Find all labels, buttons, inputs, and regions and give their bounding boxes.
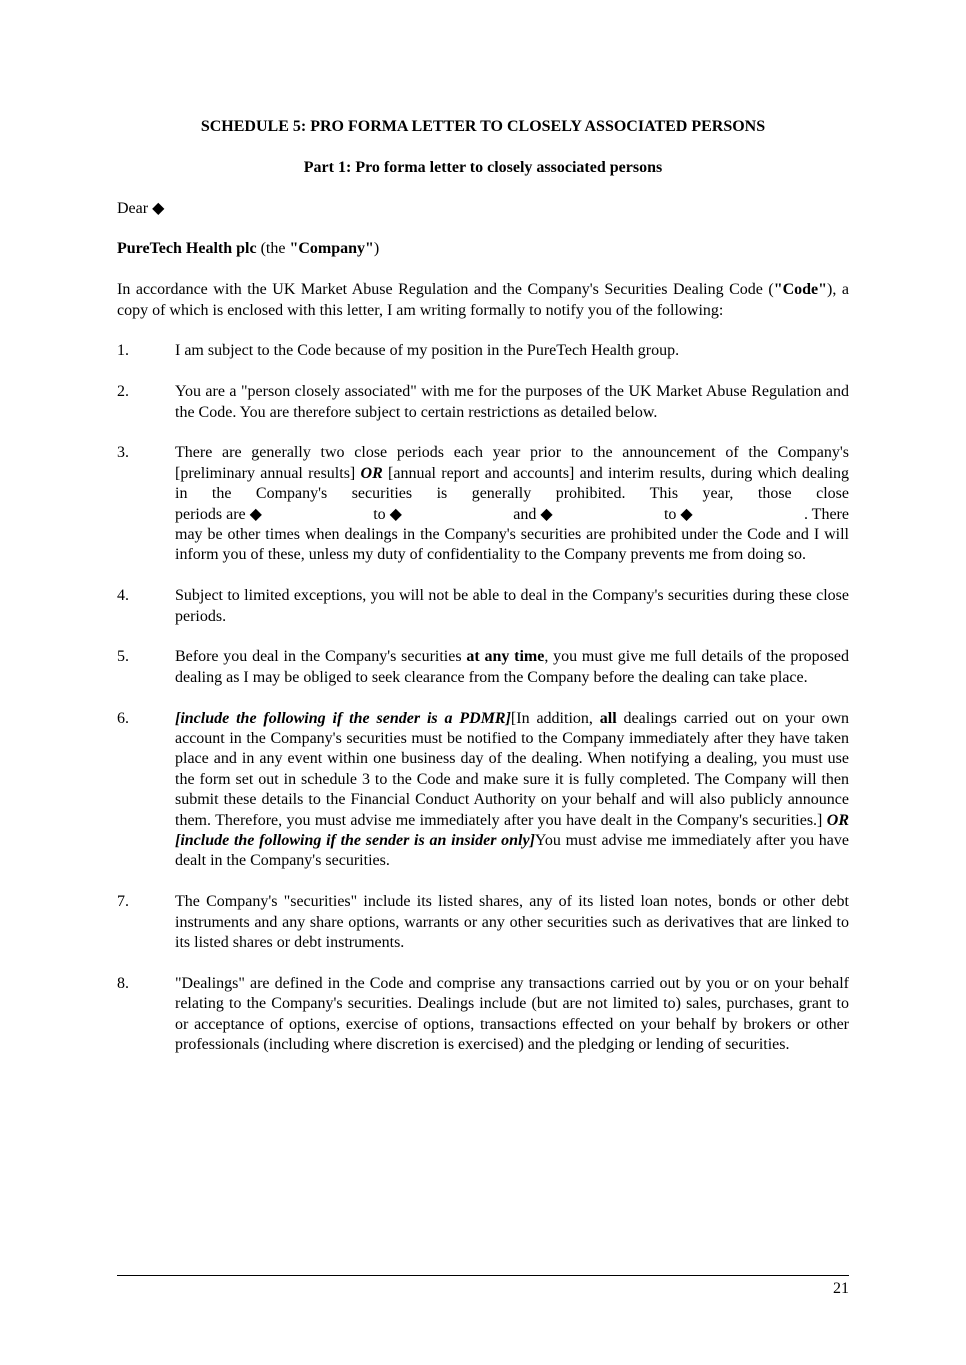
item-text-part: dealings carried out on your own account in the Company's securities must be notified to the Company immediately after they have taken place and in any event within one business day of the dealing. When notifying a dealing, you must use the form set out in schedule 3 to the Code and make sure it is fully completed. The Company will then submit these details to the Financial Conduct Authority on your behalf and will also publicly announce them. Therefore, you must advise me immediately after you have dealt in the Company's securities.] bbox=[175, 709, 849, 829]
item-number: 3. bbox=[117, 444, 129, 462]
item-text: Subject to limited exceptions, you will not be able to deal in the Company's securities during these close periods. bbox=[175, 587, 849, 625]
period-text: . There bbox=[803, 505, 849, 523]
item-text bbox=[175, 443, 849, 565]
at-any-time-emphasis: at any time bbox=[466, 648, 545, 666]
item-text: "Dealings" are defined in the Code and comprise any transactions carried out by you or on your behalf relating to the Company's securities. Dealings include (but are not limited to) sales, purchases, grant to or acceptance of options, exercise of options, transactions effected on your behalf by brokers or other professionals (including where discretion is exercised) and the pledging or lending of securities. bbox=[175, 974, 849, 1054]
item-number: 5. bbox=[117, 648, 129, 666]
item-text-part: [In addition, bbox=[510, 709, 600, 727]
item-text: I am subject to the Code because of my position in the PureTech Health group. bbox=[175, 342, 680, 360]
footer-divider bbox=[117, 1275, 849, 1276]
document-page bbox=[117, 117, 849, 1076]
list-item bbox=[117, 892, 849, 953]
list-item bbox=[117, 586, 849, 627]
insider-instruction: OR [include the following if the sender is an insider only] bbox=[175, 811, 849, 850]
item-number: 4. bbox=[117, 587, 129, 605]
company-defined-term: "Company" bbox=[289, 240, 374, 258]
list-item bbox=[117, 647, 849, 688]
company-name: PureTech Health plc bbox=[117, 240, 257, 258]
intro-text-end: ), a copy of which is enclosed with this letter, I am writing formally to notify you of the following: bbox=[117, 281, 849, 319]
item-text bbox=[175, 647, 849, 688]
item-text-part: Before you deal in the Company's securities bbox=[175, 648, 467, 666]
company-line-text: (the bbox=[256, 240, 290, 258]
item-text: You are a "person closely associated" with me for the purposes of the UK Market Abuse Regulation and the Code. You are therefore subject to certain restrictions as detailed below. bbox=[175, 383, 849, 421]
item-text-part: may be other times when dealings in the Company's securities are prohibited under the Code and I will inform you of these, unless my duty of confidentiality to the Company prevents me from doing so. bbox=[175, 526, 849, 564]
period-placeholder: and ◆ bbox=[513, 505, 553, 523]
item-text-part: [annual report and accounts] and interim results, during which dealing in the Company's securities is generally prohibited. This year, those close bbox=[175, 464, 850, 503]
intro-text: In accordance with the UK Market Abuse Regulation and the Company's Securities Dealing Code ( bbox=[117, 281, 774, 299]
item-text-part: There are generally two close periods each year prior to the announcement of the Company's [preliminary annual results] bbox=[175, 444, 849, 482]
period-placeholder: to ◆ bbox=[373, 505, 402, 523]
list-item bbox=[117, 443, 849, 565]
company-line bbox=[117, 239, 849, 259]
page-number: 21 bbox=[833, 1280, 849, 1297]
part-title: Part 1: Pro forma letter to closely associated persons bbox=[303, 158, 663, 176]
close-periods-line bbox=[175, 505, 849, 525]
item-number: 7. bbox=[117, 893, 129, 911]
item-number: 8. bbox=[117, 974, 129, 992]
item-number: 2. bbox=[117, 383, 129, 401]
salutation: Dear ◆ bbox=[117, 199, 165, 217]
company-line-end: ) bbox=[373, 240, 380, 258]
list-item bbox=[117, 709, 849, 872]
pdmr-instruction: [include the following if the sender is a PDMR] bbox=[175, 709, 511, 727]
list-item bbox=[117, 341, 849, 361]
item-text: The Company's "securities" include its listed shares, any of its listed loan notes, bonds or other debt instruments and any share options, warrants or any other securities such as derivatives that are linked to its listed shares or debt instruments. bbox=[175, 893, 849, 952]
schedule-title: SCHEDULE 5: PRO FORMA LETTER TO CLOSELY ASSOCIATED PERSONS bbox=[200, 118, 766, 135]
code-defined-term: "Code" bbox=[773, 281, 828, 299]
list-item bbox=[117, 382, 849, 423]
period-placeholder: to ◆ bbox=[663, 505, 693, 523]
list-item bbox=[117, 974, 849, 1056]
item-text-part: You must advise me immediately after you have dealt in the Company's securities. bbox=[175, 832, 849, 870]
item-number: 6. bbox=[117, 709, 129, 727]
or-emphasis: OR bbox=[360, 464, 383, 482]
period-placeholder: periods are ◆ bbox=[175, 505, 262, 523]
item-text bbox=[175, 709, 849, 872]
all-emphasis: all bbox=[599, 709, 617, 727]
intro-paragraph bbox=[117, 280, 849, 321]
item-text-part: , you must give me full details of the proposed dealing as I may be obliged to seek clearance from the Company before the dealing can take place. bbox=[175, 648, 850, 686]
item-number: 1. bbox=[117, 342, 129, 360]
